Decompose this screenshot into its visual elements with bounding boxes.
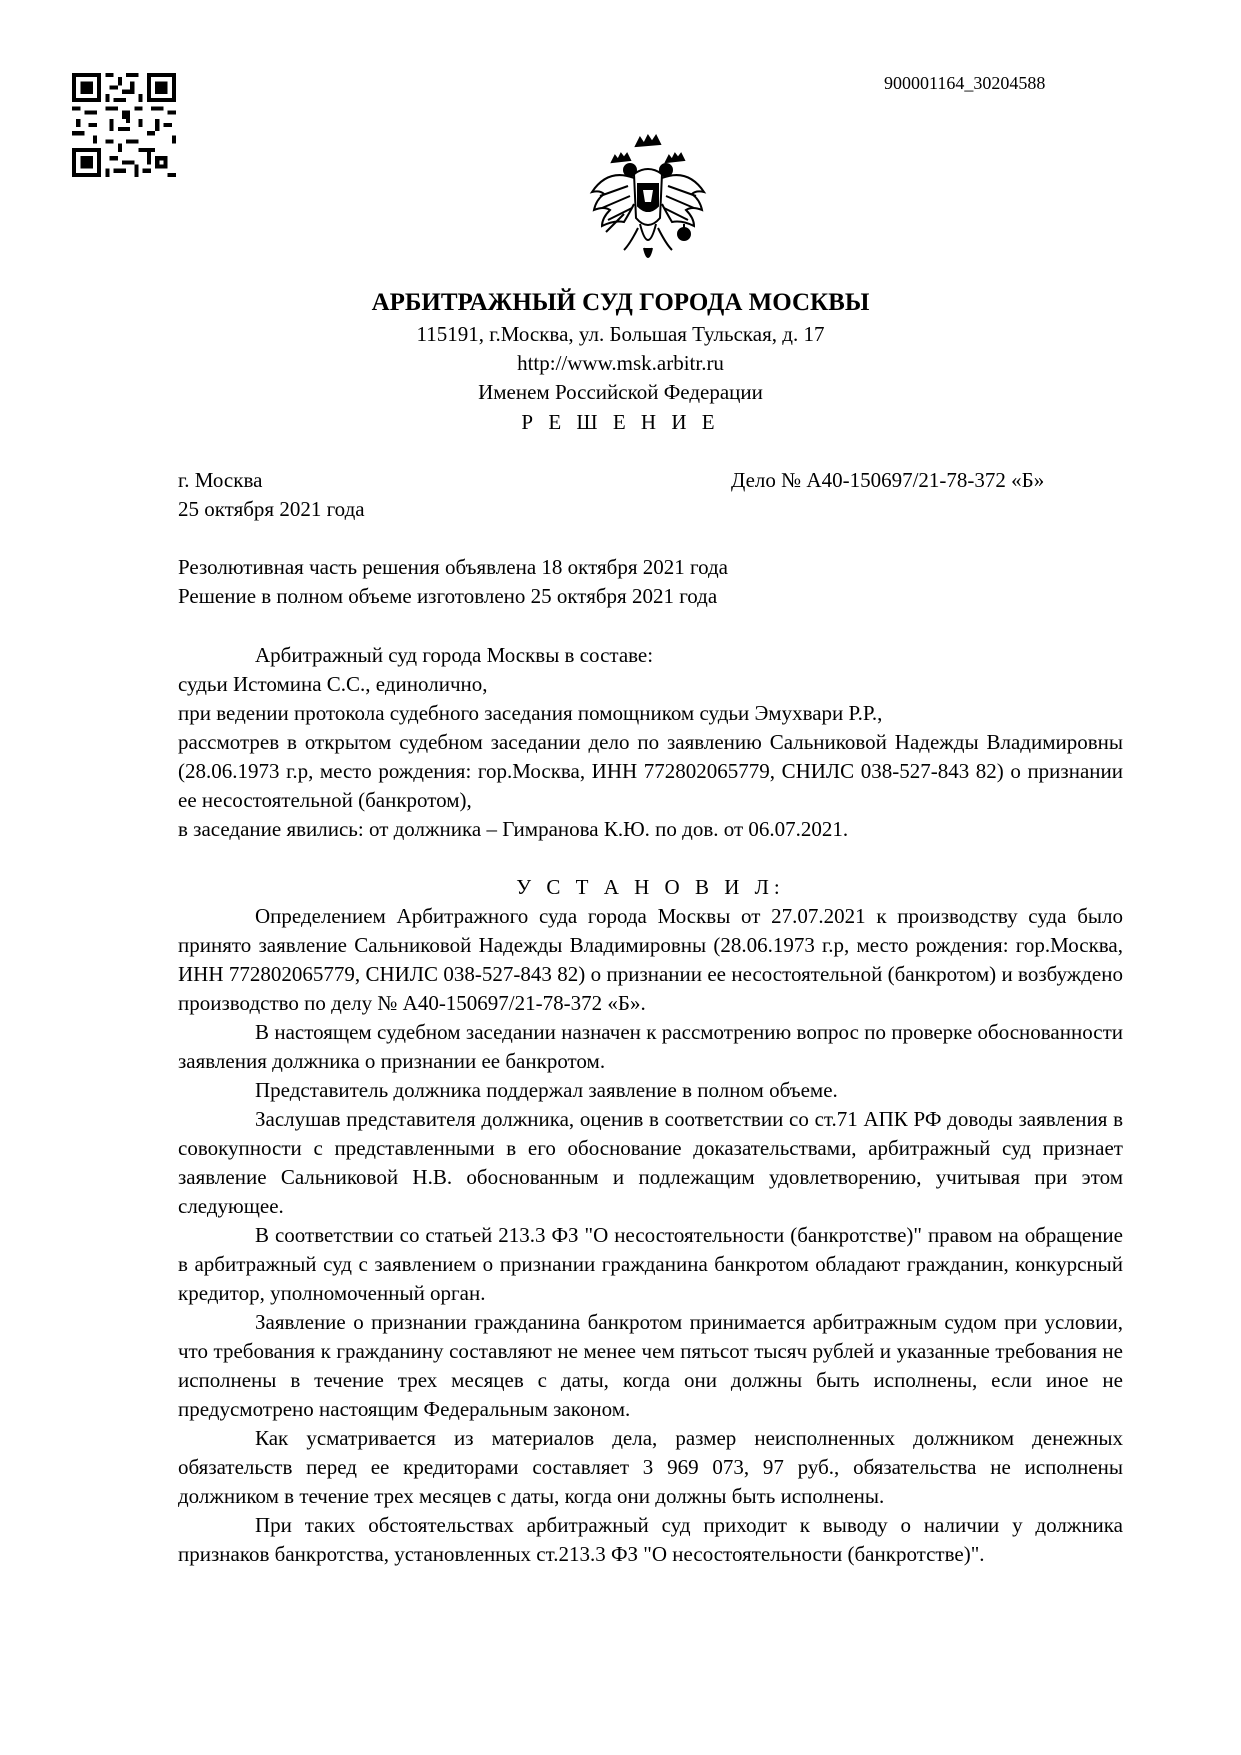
established-section [178, 873, 1123, 1569]
court-name: АРБИТРАЖНЫЙ СУД ГОРОДА МОСКВЫ [371, 289, 870, 316]
paragraph: Определением Арбитражного суда города Москвы от 27.07.2021 к производству суда было принято заявление Сальниковой Надежды Владимировны (28.06.1973 г.р, место рождения: гор.Москва, ИНН 772802065779, СНИЛС 038-527-843 82) о признании ее несостоятельной (банкротом) и возбуждено производство по делу № А40-150697/21-78-372 «Б». [178, 904, 1123, 1015]
composition-line: в заседание явились: от должника – Гимранова К.Ю. по дов. от 06.07.2021. [178, 817, 849, 841]
court-address: 115191, г.Москва, ул. Большая Тульская, д. 17 [416, 322, 825, 346]
composition-line: при ведении протокола судебного заседания помощником судьи Эмухвари Р.Р., [178, 701, 883, 725]
paragraph: При таких обстоятельствах арбитражный суд приходит к выводу о наличии у должника признаков банкротства, установленных ст.213.3 ФЗ "О несостоятельности (банкротстве)". [178, 1513, 1123, 1566]
qr-code [72, 73, 176, 177]
established-title: У С Т А Н О В И Л: [516, 875, 785, 899]
case-number: Дело № А40-150697/21-78-372 «Б» [731, 468, 1045, 492]
paragraph: В соответствии со статьей 213.3 ФЗ "О несостоятельности (банкротстве)" правом на обращение в арбитражный суд с заявлением о признании гражданина банкротом обладают гражданин, конкурсный кредитор, уполномоченный орган. [178, 1223, 1123, 1305]
resolution-full: Решение в полном объеме изготовлено 25 октября 2021 года [178, 584, 718, 608]
paragraph: Заслушав представителя должника, оценив в соответствии со ст.71 АПК РФ доводы заявления в совокупности с представленными в его обоснование доказательствами, арбитражный суд признает заявление Сальниковой Н.В. обоснованным и подлежащим удовлетворению, учитывая при этом следующее. [178, 1107, 1123, 1218]
composition-line: Арбитражный суд города Москвы в составе: [255, 643, 654, 667]
decision-date: 25 октября 2021 года [178, 497, 365, 521]
paragraph: Как усматривается из материалов дела, размер неисполненных должником денежных обязательств перед ее кредиторами составляет 3 969 073, 97 руб., обязательства не исполнены должником в течение трех месяцев с даты, когда они должны быть исполнены. [178, 1426, 1123, 1508]
paragraph: В настоящем судебном заседании назначен к рассмотрению вопрос по проверке обоснованности заявления должника о признании ее банкротом. [178, 1020, 1123, 1073]
name-of-federation: Именем Российской Федерации [478, 380, 763, 404]
composition-line: рассмотрев в открытом судебном заседании дело по заявлению Сальниковой Надежды Владимировны (28.06.1973 г.р, место рождения: гор.Москва, ИНН 772802065779, СНИЛС 038-527-843 82) о признании ее несостоятельной (банкротом), [178, 730, 1123, 812]
paragraph: Заявление о признании гражданина банкротом принимается арбитражным судом при условии, что требования к гражданину составляют не менее чем пятьсот тысяч рублей и указанные требования не исполнены в течение трех месяцев с даты, когда они должны быть исполнены, если иное не предусмотрено настоящим Федеральным законом. [178, 1310, 1123, 1421]
court-composition [178, 641, 1123, 844]
decision-title: Р Е Ш Е Н И Е [521, 410, 720, 434]
composition-line: судьи Истомина С.С., единолично, [178, 672, 488, 696]
city: г. Москва [178, 468, 263, 492]
paragraph: Представитель должника поддержал заявление в полном объеме. [255, 1078, 838, 1102]
court-url: http://www.msk.arbitr.ru [517, 351, 724, 375]
resolution-announced: Резолютивная часть решения объявлена 18 октября 2021 года [178, 555, 728, 579]
coat-of-arms-icon [578, 128, 718, 278]
document-id: 900001164_30204588 [884, 73, 1046, 93]
